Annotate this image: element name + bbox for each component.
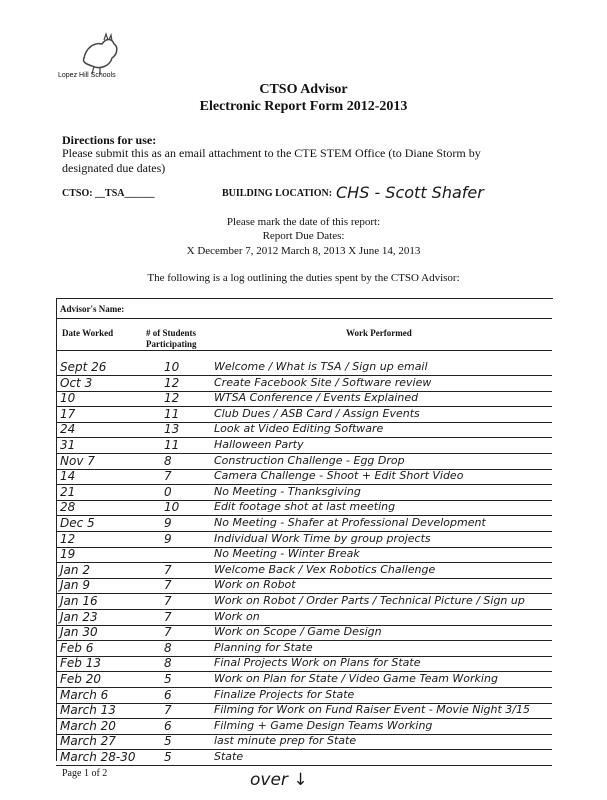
row-work: Filming for Work on Fund Raiser Event - Movie Night 3/15 <box>214 703 531 716</box>
row-work: Halloween Party <box>214 438 304 451</box>
advisor-name-label: Advisor's Name: <box>60 304 125 314</box>
row-students: 7 <box>164 703 172 717</box>
row-date: Nov 7 <box>60 454 95 468</box>
row-students: 7 <box>164 469 172 483</box>
row-date: Jan 23 <box>60 610 98 624</box>
report-due-heading: Report Due Dates: <box>262 230 345 242</box>
row-work: Planning for State <box>214 641 313 654</box>
row-date: March 27 <box>60 734 116 748</box>
row-students: 11 <box>164 407 180 421</box>
row-work: Final Projects Work on Plans for State <box>214 656 421 669</box>
log-description: The following is a log outlining the duties spent by the CTSO Advisor: <box>147 272 460 284</box>
row-work: No Meeting - Shafer at Professional Development <box>214 516 486 529</box>
row-work: Work on Robot <box>214 578 296 591</box>
row-work: Look at Video Editing Software <box>214 422 384 435</box>
row-students: 9 <box>164 516 172 530</box>
row-date: 12 <box>60 532 76 546</box>
row-students: 10 <box>164 360 180 374</box>
row-date: Feb 13 <box>60 656 101 670</box>
over-note: over ↓ <box>250 770 308 790</box>
row-date: 31 <box>60 438 76 452</box>
row-students: 12 <box>164 391 180 405</box>
row-date: Feb 20 <box>60 672 101 686</box>
row-date: Jan 9 <box>60 578 90 592</box>
row-students: 7 <box>164 625 172 639</box>
row-students: 8 <box>164 656 172 670</box>
row-students: 11 <box>164 438 180 452</box>
row-work: Welcome / What is TSA / Sign up email <box>214 360 428 373</box>
row-work: Edit footage shot at last meeting <box>214 500 396 513</box>
row-students: 5 <box>164 672 172 686</box>
row-work: Individual Work Time by group projects <box>214 532 431 545</box>
building-location-value: CHS - Scott Shafer <box>336 183 484 202</box>
report-date-instruction: Please mark the date of this report: <box>226 216 381 228</box>
row-work: Welcome Back / Vex Robotics Challenge <box>214 563 436 576</box>
page-number: Page 1 of 2 <box>62 768 108 779</box>
report-due-dates: X December 7, 2012 March 8, 2013 X June 14, 2013 <box>186 245 421 257</box>
row-work: WTSA Conference / Events Explained <box>214 391 419 404</box>
col-students-header: # of Students Participating <box>146 328 197 349</box>
ctso-field: CTSO: __TSA______ <box>62 188 155 199</box>
row-date: Jan 2 <box>60 563 90 577</box>
row-work: Work on <box>214 610 260 623</box>
row-work: No Meeting - Winter Break <box>214 547 360 560</box>
col-date-header: Date Worked <box>62 328 114 338</box>
row-students: 10 <box>164 500 180 514</box>
row-date: March 28-30 <box>60 750 136 764</box>
row-students: 8 <box>164 454 172 468</box>
row-work: Filming + Game Design Teams Working <box>214 719 433 732</box>
row-date: March 13 <box>60 703 116 717</box>
logo-text: Lopez Hill Schools <box>58 72 116 79</box>
form-subtitle: Electronic Report Form 2012-2013 <box>199 99 408 114</box>
form-title: CTSO Advisor <box>259 82 348 97</box>
row-date: March 20 <box>60 719 116 733</box>
row-students: 7 <box>164 578 172 592</box>
row-work: Finalize Projects for State <box>214 688 355 701</box>
row-work: Club Dues / ASB Card / Assign Events <box>214 407 420 420</box>
row-date: Feb 6 <box>60 641 94 655</box>
row-students: 9 <box>164 532 172 546</box>
row-date: 10 <box>60 391 76 405</box>
row-work: State <box>214 750 244 763</box>
row-students: 12 <box>164 376 180 390</box>
row-work: Work on Plan for State / Video Game Team Working <box>214 672 498 685</box>
row-students: 7 <box>164 610 172 624</box>
row-date: 19 <box>60 547 76 561</box>
row-date: 17 <box>60 407 76 421</box>
row-work: Create Facebook Site / Software review <box>214 376 432 389</box>
building-location-label: BUILDING LOCATION: <box>222 188 333 199</box>
row-work: Camera Challenge - Shoot + Edit Short Video <box>214 469 464 482</box>
row-date: Jan 16 <box>60 594 98 608</box>
row-date: Oct 3 <box>60 376 93 390</box>
row-date: Jan 30 <box>60 625 98 639</box>
row-students: 13 <box>164 422 180 436</box>
row-date: Sept 26 <box>60 360 107 374</box>
row-date: March 6 <box>60 688 109 702</box>
row-work: No Meeting - Thanksgiving <box>214 485 361 498</box>
row-students: 7 <box>164 563 172 577</box>
row-students: 0 <box>164 485 172 499</box>
row-work: Construction Challenge - Egg Drop <box>214 454 405 467</box>
row-students: 6 <box>164 719 172 733</box>
row-date: 24 <box>60 422 76 436</box>
row-work: Work on Scope / Game Design <box>214 625 382 638</box>
directions-text: Please submit this as an email attachment to the CTE STEM Office (to Diane Storm by designated due dates) <box>62 146 481 175</box>
row-students: 6 <box>164 688 172 702</box>
row-students: 5 <box>164 734 172 748</box>
row-work: Work on Robot / Order Parts / Technical Picture / Sign up <box>214 594 525 607</box>
col-work-header: Work Performed <box>346 328 412 338</box>
row-date: Dec 5 <box>60 516 95 530</box>
row-students: 7 <box>164 594 172 608</box>
row-work: last minute prep for State <box>214 734 357 747</box>
row-date: 14 <box>60 469 76 483</box>
row-date: 21 <box>60 485 76 499</box>
row-students: 8 <box>164 641 172 655</box>
row-date: 28 <box>60 500 76 514</box>
row-students: 5 <box>164 750 172 764</box>
directions-heading: Directions for use: <box>62 133 157 147</box>
